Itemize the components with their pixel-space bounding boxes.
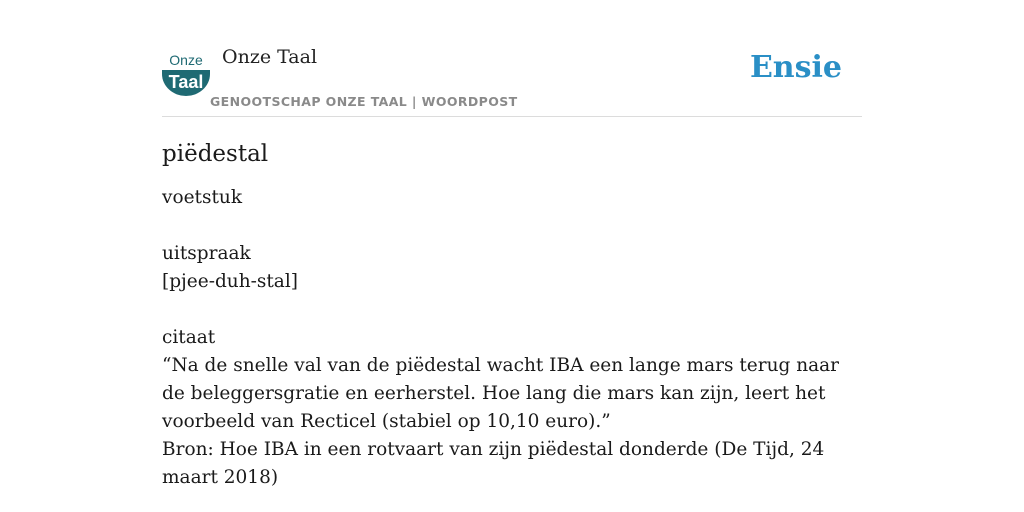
header-subtitle: GENOOTSCHAP ONZE TAAL | WOORDPOST (210, 94, 518, 109)
quote-text: “Na de snelle val van de piëdestal wacht IBA een lange mars terug naar de beleggersgratie en eerherstel. Hoe lang die mars kan zijn, leert het voorbeeld van Recticel (stabiel op 10,10 euro).” (162, 355, 840, 432)
quote-source: Bron: Hoe IBA in een rotvaart van zijn piëdestal donderde (De Tijd, 24 maart 2018) (162, 439, 825, 488)
pronunciation-value: [pjee-duh-stal] (162, 271, 298, 292)
entry-definition: voetstuk (162, 187, 243, 208)
ensie-brand-logo[interactable]: Ensie (749, 50, 842, 85)
entry-headword: piëdestal (162, 141, 269, 167)
header (162, 42, 862, 117)
entry-content (162, 136, 862, 492)
logo-top-text: Onze (169, 52, 203, 68)
quote-label: citaat (162, 327, 216, 348)
spacer (162, 212, 862, 240)
logo-bottom-text: Taal (168, 72, 204, 92)
pronunciation-label: uitspraak (162, 243, 251, 264)
spacer (162, 296, 862, 324)
onze-taal-logo[interactable] (162, 50, 210, 96)
site-name[interactable]: Onze Taal (222, 46, 318, 68)
